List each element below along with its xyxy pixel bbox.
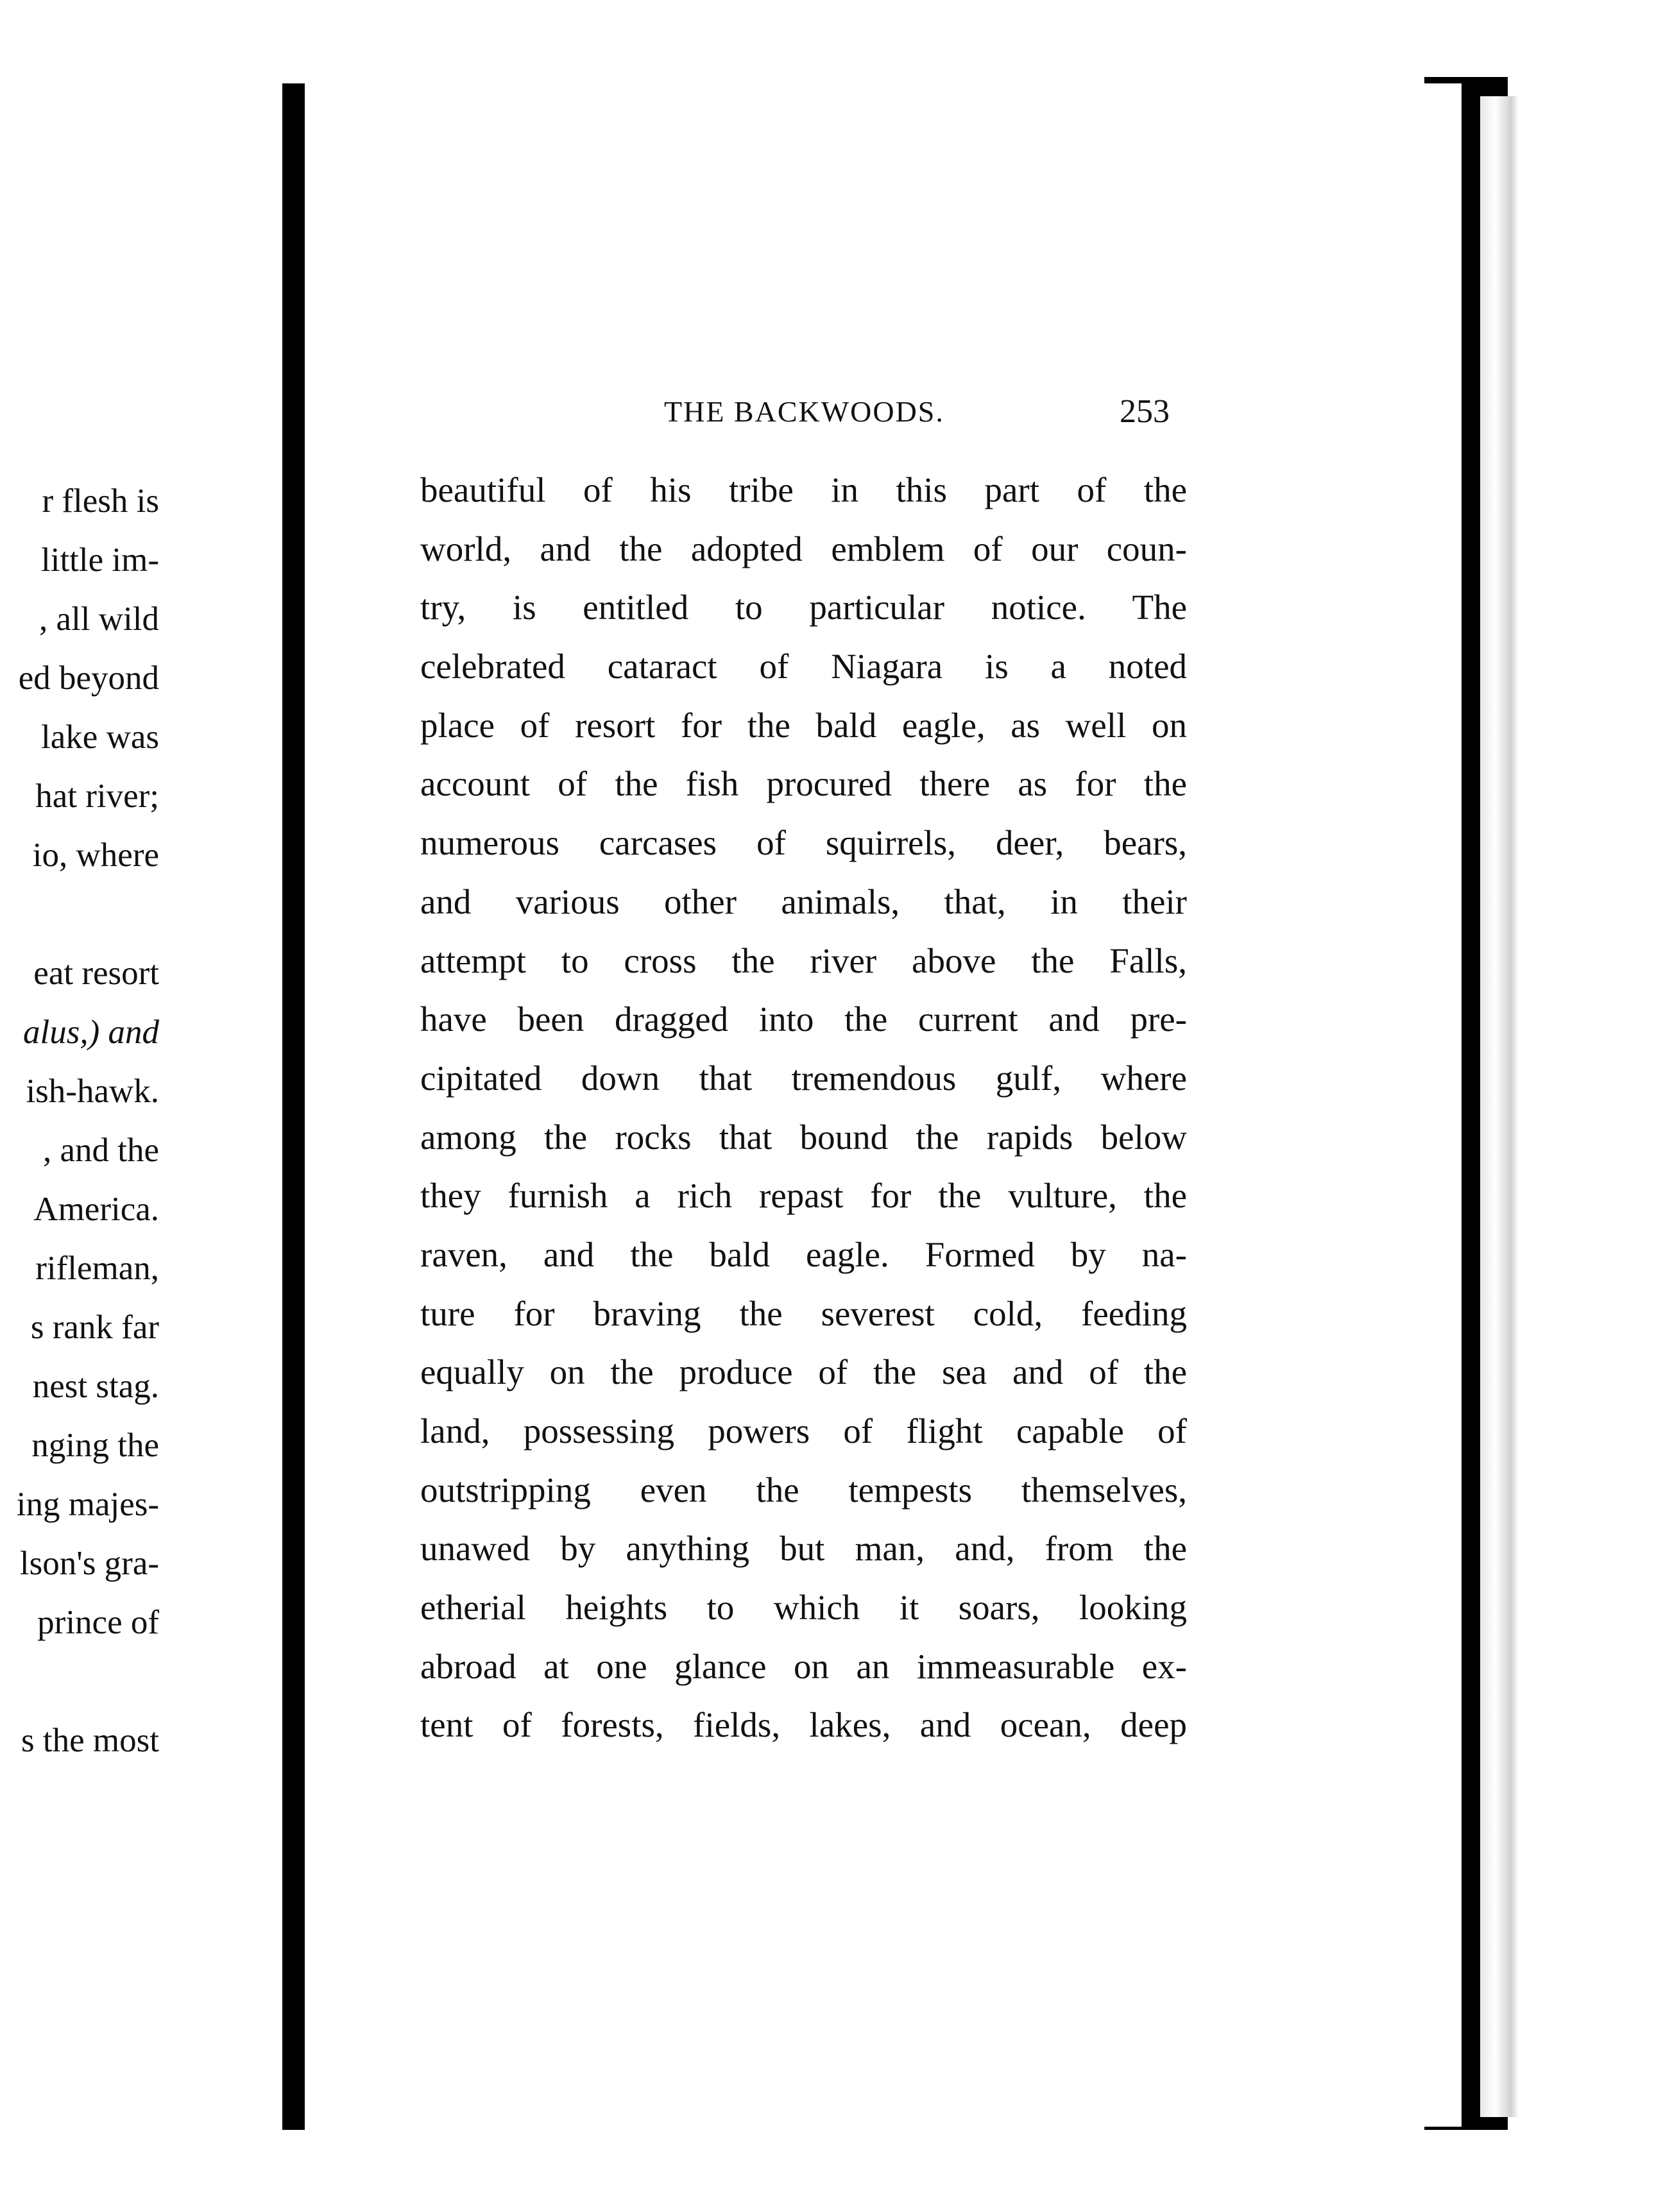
left-page-line: nest stag. bbox=[32, 1368, 159, 1405]
body-line: outstripping even the tempests themselves, bbox=[420, 1470, 1187, 1510]
body-line: celebrated cataract of Niagara is a noted bbox=[420, 647, 1187, 686]
left-page-line: little im- bbox=[41, 541, 159, 579]
scan-margin-top bbox=[0, 0, 1663, 87]
left-page-line: nging the bbox=[31, 1427, 159, 1464]
left-page-line: lson's gra- bbox=[19, 1545, 159, 1582]
left-page-line: America. bbox=[33, 1191, 159, 1228]
body-line: unawed by anything but man, and, from the bbox=[420, 1529, 1187, 1569]
body-line: they furnish a rich repast for the vulture, the bbox=[420, 1176, 1187, 1216]
body-line: beautiful of his tribe in this part of the bbox=[420, 470, 1187, 509]
body-line: etherial heights to which it soars, looking bbox=[420, 1588, 1187, 1628]
body-line: account of the fish procured there as for the bbox=[420, 764, 1187, 804]
body-line: place of resort for the bald eagle, as well on bbox=[420, 705, 1187, 745]
body-line: and various other animals, that, in their bbox=[420, 881, 1187, 921]
left-page-line: , and the bbox=[42, 1132, 159, 1169]
left-page-line: ing majes- bbox=[16, 1486, 159, 1523]
left-page-line: prince of bbox=[37, 1604, 159, 1641]
left-page-line: rifleman, bbox=[35, 1250, 159, 1287]
left-page-line: lake was bbox=[41, 719, 159, 756]
body-line: equally on the produce of the sea and of the bbox=[420, 1352, 1187, 1392]
previous-page-fragment bbox=[0, 90, 281, 2127]
body-line: abroad at one glance on an immeasurable ex- bbox=[420, 1646, 1187, 1686]
left-page-line: io, where bbox=[32, 837, 159, 874]
body-text bbox=[420, 461, 1187, 1755]
page-edge-stack bbox=[1480, 96, 1519, 2117]
left-page-line: hat river; bbox=[35, 778, 159, 815]
left-page-line: s rank far bbox=[30, 1309, 159, 1346]
body-line: among the rocks that bound the rapids below bbox=[420, 1117, 1187, 1157]
left-page-line: s the most bbox=[21, 1722, 159, 1759]
body-line: numerous carcases of squirrels, deer, bears, bbox=[420, 823, 1187, 863]
page-number: 253 bbox=[1120, 393, 1170, 430]
left-page-line: alus,) and bbox=[23, 1014, 159, 1051]
body-line: have been dragged into the current and pre- bbox=[420, 1000, 1187, 1039]
body-line: land, possessing powers of flight capable of bbox=[420, 1411, 1187, 1451]
left-page-line: r flesh is bbox=[42, 482, 159, 520]
book-gutter bbox=[282, 83, 305, 2130]
scan-margin-bottom bbox=[0, 2130, 1663, 2212]
left-page-line: ed beyond bbox=[18, 659, 159, 697]
body-line: cipitated down that tremendous gulf, where bbox=[420, 1058, 1187, 1098]
body-line: tent of forests, fields, lakes, and ocean, deep bbox=[420, 1705, 1187, 1745]
body-line: ture for braving the severest cold, feeding bbox=[420, 1293, 1187, 1333]
body-line: raven, and the bald eagle. Formed by na- bbox=[420, 1234, 1187, 1274]
body-line: world, and the adopted emblem of our coun- bbox=[420, 529, 1187, 568]
left-page-line: eat resort bbox=[33, 955, 159, 992]
left-page-line: ish-hawk. bbox=[26, 1073, 159, 1110]
body-line: attempt to cross the river above the Falls, bbox=[420, 940, 1187, 980]
body-line: try, is entitled to particular notice. The bbox=[420, 588, 1187, 627]
left-page-line: , all wild bbox=[39, 600, 159, 638]
running-head: THE BACKWOODS. bbox=[664, 395, 944, 428]
